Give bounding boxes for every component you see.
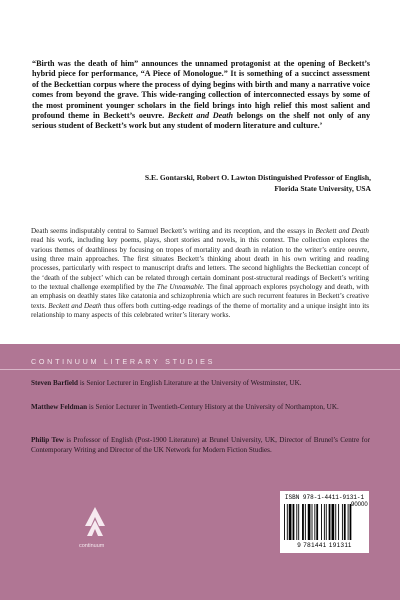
editor-bio	[31, 379, 370, 389]
barcode-digits: 9 781441 191311	[297, 542, 352, 549]
description-title2: The Unnamable.	[156, 283, 205, 292]
attribution-name: S.E. Gontarski, Robert O. Lawton Distinguished Professor of English,	[144, 173, 371, 182]
quote-text-part2: belongs on the shelf not only of any serious student of Beckett’s work but any student of modern literature and culture.’	[32, 111, 371, 131]
editor-bio	[31, 403, 370, 413]
description-part2: read his work, including key poems, plays, short stories and novels, in this context. The collection explores the various themes of deathliness by focusing on tropes of mortality and death in relation to the writer’s entire oeuvre, using three main approaches. The first situates Beckett’s thinking about death in his own writing and reading processes, particularly with respect to manuscript drafts and letters. The second highlights the Beckettian concept of the ‘death of the subject’ which can be related through certain dominant post-structural readings of Beckett’s writing to the textual challenge exemplified by the	[31, 236, 369, 292]
editor-name: Matthew Feldman	[31, 403, 88, 411]
series-divider	[0, 369, 400, 370]
editor-name: Steven Barfield	[31, 379, 79, 387]
description-part3: The final approach explores psychology and death, with an emphasis on deathly states like catatonia and schizophrenia which are such recurrent features in Beckett’s creative texts.	[31, 283, 370, 310]
barcode-graphic	[284, 504, 365, 540]
editor-bio-text: is Senior Lecturer in English Literature at the University of Westminster, UK.	[79, 379, 302, 387]
book-description	[31, 227, 369, 320]
quote-text-part1: “Birth was the death of him” announces the unnamed protagonist at the opening of Beckett’s hybrid piece for performance, “A Piece of Monologue.” It is something of a succinct assessment of the Beckettian corpus where the process of dying begins with birth and many a narrative voice comes from beyond the grave. This wide-ranging collection of interconnected essays by some of the most prominent younger scholars in the field brings into high relief this most salient and profound theme in Beckett’s oeuvre.	[32, 59, 370, 121]
isbn-label	[280, 494, 369, 501]
barcode-panel	[280, 491, 369, 553]
review-quote	[32, 59, 370, 132]
price-code: 90000	[351, 502, 368, 508]
series-title: CONTINUUM LITERARY STUDIES	[31, 357, 216, 366]
quote-attribution	[145, 173, 371, 194]
publisher-name: continuum	[79, 543, 105, 549]
attribution-affiliation: Florida State University, USA	[274, 183, 371, 193]
quote-book-title: Beckett and Death	[167, 111, 234, 121]
editor-bio-text: is Professor of English (Post-1900 Literature) at Brunel University, UK, Director of Brunel’s Centre for Contemporary Writing and Director of the UK Network for Modern Fiction Studies.	[31, 436, 370, 454]
continuum-logo-icon	[84, 506, 106, 540]
editor-bio	[31, 436, 370, 455]
description-part1: Death seems indisputably central to Samuel Beckett’s writing and its reception, and the essays in	[31, 227, 314, 235]
description-title3: Beckett and Death	[48, 301, 102, 310]
editor-name: Philip Tew	[31, 436, 64, 444]
editor-bio-text: is Senior Lecturer in Twentieth-Century History at the University of Northampton, UK.	[88, 403, 339, 411]
description-title1: Beckett and Death	[315, 227, 369, 235]
isbn-number: ISBN 978-1-4411-9131-1	[284, 494, 365, 501]
description-part4: thus offers both cutting-edge readings of the theme of mortality and a unique insight into its relationship to many aspects of this celebrated writer’s literary works.	[31, 301, 370, 320]
